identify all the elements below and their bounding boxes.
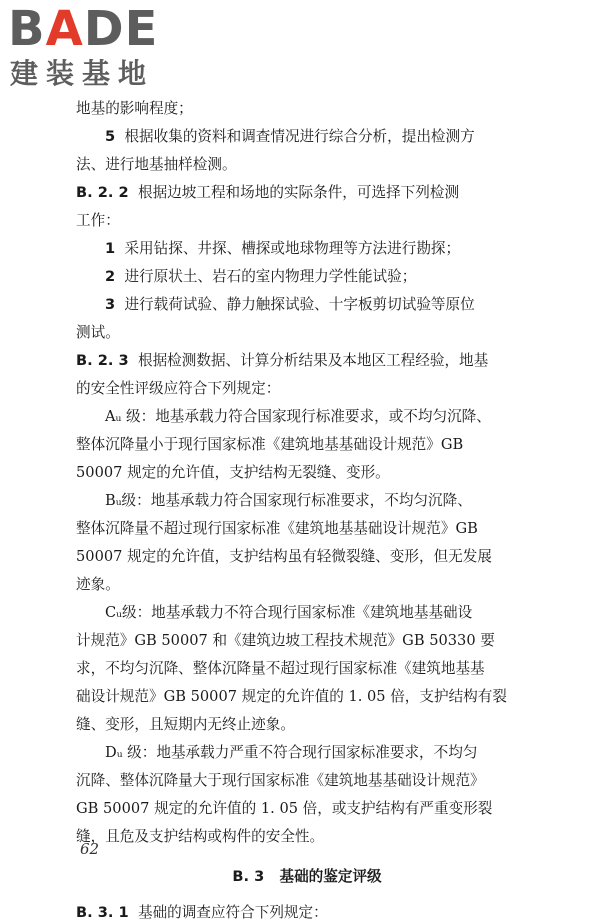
logo-subtitle: 建装基地 bbox=[10, 57, 155, 90]
page-number: 62 bbox=[80, 840, 100, 858]
text-line: 50007 规定的允许值，支护结构无裂缝、变形。 bbox=[76, 464, 390, 481]
bade-logo bbox=[8, 1, 178, 92]
text-line: GB 50007 规定的允许值的 1. 05 倍，或支护结构有严重变形裂 bbox=[76, 800, 493, 817]
clause-b22: B. 2. 2 根据边坡工程和场地的实际条件，可选择下列检测 bbox=[76, 184, 460, 201]
grade-c-line: Cᵤ级：地基承载力不符合现行国家标准《建筑地基基础设 bbox=[105, 604, 473, 621]
text-line: 法、进行地基抽样检测。 bbox=[76, 156, 237, 173]
text-line: 地基的影响程度； bbox=[76, 100, 193, 117]
grade-d-line: Dᵤ 级：地基承载力严重不符合现行国家标准要求，不均匀 bbox=[105, 744, 478, 761]
list-item: 5 根据收集的资料和调查情况进行综合分析，提出检测方 bbox=[105, 128, 475, 145]
text-line: 求，不均匀沉降、整体沉降量不超过现行国家标准《建筑地基基 bbox=[76, 660, 485, 677]
logo-wordmark: BADE bbox=[8, 1, 159, 57]
list-item: 2 进行原状土、岩石的室内物理力学性能试验； bbox=[105, 268, 417, 285]
text-line: 整体沉降量不超过现行国家标准《建筑地基基础设计规范》GB bbox=[76, 520, 478, 537]
text-line: 沉降、整体沉降量大于现行国家标准《建筑地基基础设计规范》 bbox=[76, 772, 485, 789]
text-line: 工作： bbox=[76, 212, 120, 229]
section-heading: B. 3 基础的鉴定评级 bbox=[232, 868, 382, 885]
text-line: 的安全性评级应符合下列规定： bbox=[76, 380, 281, 397]
text-line: 测试。 bbox=[76, 324, 120, 341]
text-line: 缝、变形，且短期内无终止迹象。 bbox=[76, 716, 295, 733]
clause-b23: B. 2. 3 根据检测数据、计算分析结果及本地区工程经验，地基 bbox=[76, 352, 489, 369]
text-line: 础设计规范》GB 50007 规定的允许值的 1. 05 倍，支护结构有裂 bbox=[76, 688, 507, 705]
list-item: 1 采用钻探、井探、槽探或地球物理等方法进行勘探； bbox=[105, 240, 461, 257]
grade-a-line: Aᵤ 级：地基承载力符合国家现行标准要求，或不均匀沉降、 bbox=[105, 408, 491, 425]
list-item: 3 进行载荷试验、静力触探试验、十字板剪切试验等原位 bbox=[105, 296, 475, 313]
text-line: 迹象。 bbox=[76, 576, 120, 593]
text-line: 计规范》GB 50007 和《建筑边坡工程技术规范》GB 50330 要 bbox=[76, 632, 495, 649]
text-line: 缝，且危及支护结构或构件的安全性。 bbox=[76, 828, 325, 845]
text-line: 整体沉降量小于现行国家标准《建筑地基基础设计规范》GB bbox=[76, 436, 464, 453]
clause-b31: B. 3. 1 基础的调查应符合下列规定： bbox=[76, 904, 328, 921]
text-line: 50007 规定的允许值，支护结构虽有轻微裂缝、变形，但无发展 bbox=[76, 548, 492, 565]
document-body bbox=[76, 98, 538, 924]
grade-b-line: Bᵤ级：地基承载力符合国家现行标准要求，不均匀沉降、 bbox=[105, 492, 472, 509]
